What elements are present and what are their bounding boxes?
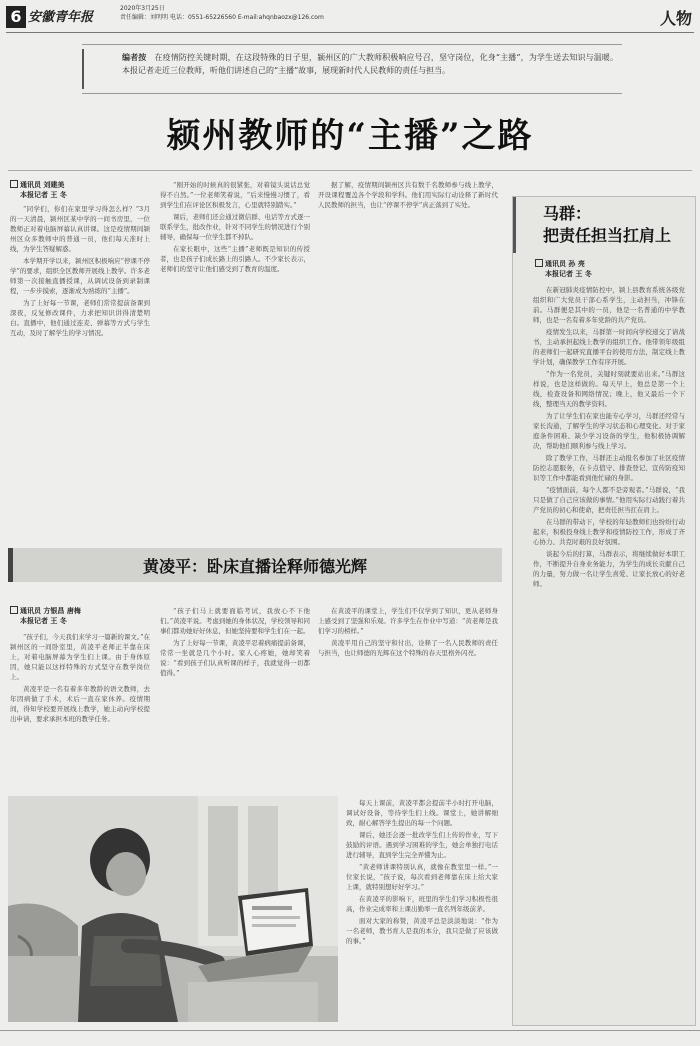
article2-column-4 bbox=[346, 798, 498, 1022]
editors-note-accent bbox=[82, 49, 84, 89]
sidebar-article bbox=[512, 196, 696, 1026]
article2-byline-top: 通讯员 方银昌 唐梅 bbox=[20, 607, 81, 615]
paragraph: 在黄凌平的课堂上，学生们不仅学到了知识，更从老师身上感受到了坚强和乐观。许多学生在作业中写道：“黄老师是我们学习的榜样。” bbox=[318, 607, 498, 635]
article2-byline bbox=[10, 606, 150, 626]
article2-heading: 黄凌平：卧床直播诠释师德光辉 bbox=[142, 557, 367, 576]
article2-column-1 bbox=[10, 632, 150, 788]
paragraph: 黄凌平是一名有着多年教龄的语文教师，去年因病做了手术，术后一直在家休养。疫情期间，得知学校要开展线上教学，她主动向学校提出申请，要求承担本班的教学任务。 bbox=[10, 685, 150, 723]
paragraph: 除了教学工作，马群还主动报名参加了社区疫情防控志愿服务，在卡点值守、排查登记、宣传防疫知识等工作中都能看到他忙碌的身影。 bbox=[533, 454, 685, 482]
headline-divider bbox=[8, 170, 692, 171]
sidebar-title bbox=[543, 203, 671, 247]
page-number: 6 bbox=[6, 6, 26, 28]
sidebar-byline bbox=[535, 259, 685, 279]
paragraph: “孩子们，今天我们来学习一篇新的课文。”在颍州区的一间卧室里，黄凌平老师正半靠在床上，对着电脑屏幕为学生们上课。由于身体原因，她只能以这样特殊的方式坚守在教学岗位上。 bbox=[10, 633, 150, 681]
byline-square-icon bbox=[10, 180, 18, 188]
byline-square-icon bbox=[10, 606, 18, 614]
paragraph: 每天上课前，黄凌平都会提前半小时打开电脑，调试好设备，等待学生们上线。课堂上，她讲解细致，耐心解答学生提出的每一个问题。 bbox=[346, 799, 498, 827]
article2-column-3 bbox=[318, 606, 498, 792]
paragraph: “刚开始的时候真的很紧张，对着镜头说话总觉得不自然。”一位老师笑着说，“后来慢慢习惯了，看到学生们在评论区积极发言，心里就特别踏实。” bbox=[160, 181, 310, 209]
article1-column-2 bbox=[160, 180, 310, 540]
section-name: 人物 bbox=[659, 9, 692, 28]
newspaper-name: 安徽青年报 bbox=[28, 10, 94, 25]
sidebar-title-line2: 把责任担当扛肩上 bbox=[543, 226, 672, 245]
paragraph: “同学们，你们在家里学习得怎么样？”3月的一天清晨，颍州区某中学的一间书房里，一位教师正对着电脑屏幕认真讲课。这是疫情期间颍州区众多教师中的普通一员，他们每天准时上线，为学生答疑解惑。 bbox=[10, 205, 150, 253]
article1-byline-top: 通讯员 刘建美 bbox=[20, 181, 65, 189]
paragraph: 谈起今后的打算，马群表示，将继续做好本职工作，不断提升自身业务能力，为学生的成长贡献自己的力量，努力做一名让学生喜爱、让家长放心的好老师。 bbox=[533, 550, 685, 588]
paragraph: “作为一名党员，关键时刻就要站出来。”马群这样说，也是这样做的。每天早上，他总是第一个上线，检查设备和网络情况；晚上，他又最后一个下线，整理当天的教学资料。 bbox=[533, 370, 685, 408]
sidebar-byline-top: 通讯员 孙 亮 bbox=[545, 260, 585, 268]
paragraph: “孩子们马上就要面临考试，我放心不下他们。”黄凌平说。考虑到她的身体状况，学校领导和同事们都劝她好好休息，但她坚持要和学生们在一起。 bbox=[160, 607, 310, 635]
paragraph: 在黄凌平的影响下，班里的学生们学习积极性很高，作业完成率和上课出勤率一直名列年级前茅。 bbox=[346, 895, 498, 913]
issue-date: 2020年3月25日 bbox=[120, 5, 165, 12]
photo-teacher-at-laptop bbox=[8, 796, 338, 1022]
byline-square-icon bbox=[535, 259, 543, 267]
paragraph: 本学期开学以来，颍州区积极响应“停课不停学”的要求，组织全区教师开展线上教学。许多老师第一次接触直播授课，从调试设备到录制课程，一步步摸索，逐渐成为熟练的“主播”。 bbox=[10, 257, 150, 295]
page-bottom-rule bbox=[0, 1030, 700, 1031]
paragraph: 为了上好每一节课，老师们常常提前备课到深夜，反复修改课件，力求把知识讲得清楚明白。直播中，他们通过连麦、弹幕等方式与学生互动，及时了解学生的学习情况。 bbox=[10, 299, 150, 337]
paragraph: 课后，她还会逐一批改学生们上传的作业，写下鼓励的评语。遇到学习困难的学生，她会单独打电话进行辅导，直到学生完全弄懂为止。 bbox=[346, 831, 498, 859]
paragraph: 为了上好每一节课，黄凌平忍着病痛提前备课，常常一坐就是几个小时。家人心疼她，她却笑着说：“看到孩子们认真听课的样子，我就觉得一切都值得。” bbox=[160, 639, 310, 677]
sidebar-byline-bottom: 本报记者 王 冬 bbox=[545, 270, 592, 278]
paragraph: 在家长眼中，这些“主播”老师既是知识的传授者，也是孩子们成长路上的引路人。不少家长表示，老师们的坚守让他们感受到了教育的温度。 bbox=[160, 245, 310, 273]
sidebar-accent bbox=[513, 197, 516, 253]
sidebar-body bbox=[533, 285, 685, 1017]
article1-column-3 bbox=[318, 180, 498, 540]
article2-heading-banner bbox=[8, 548, 502, 582]
paragraph: “黄老师讲课特别认真，就像在教室里一样。”一位家长说，“孩子说，每次看到老师靠在床上给大家上课，就特别想好好学习。” bbox=[346, 863, 498, 891]
header-meta bbox=[120, 4, 324, 22]
paragraph: 据了解，疫情期间颍州区共有数千名教师参与线上教学，开设课程覆盖各个学段和学科。他们用实际行动诠释了新时代人民教师的担当，也让“停课不停学”真正落到了实处。 bbox=[318, 181, 498, 209]
editors-note-text bbox=[122, 51, 618, 77]
page-headline: 颍州教师的“主播”之路 bbox=[166, 116, 534, 156]
article1-byline bbox=[10, 180, 140, 200]
editors-note-label: 编者按 bbox=[122, 52, 147, 62]
header-divider bbox=[6, 32, 694, 33]
article1-column-1 bbox=[10, 204, 150, 540]
editors-note bbox=[82, 44, 622, 94]
article1-byline-bottom: 本报记者 王 冬 bbox=[20, 191, 67, 199]
sidebar-title-line1: 马群： bbox=[543, 204, 592, 223]
paragraph: 面对大家的称赞，黄凌平总是淡淡地说：“作为一名老师，教书育人是我的本分，我只是做了应该做的事。” bbox=[346, 917, 498, 945]
paragraph: 疫情发生以来，马群第一时间向学校递交了请战书，主动承担起线上教学的组织工作。他带领年级组的老师们一起研究直播平台的使用方法，制定线上教学计划，确保教学工作有序开展。 bbox=[533, 328, 685, 366]
responsible-editor: 责任编辑：刘明明 bbox=[120, 14, 169, 21]
article2-byline-bottom: 本报记者 王 冬 bbox=[20, 617, 67, 625]
contact-phone: 电话：0551-65226560 bbox=[169, 14, 236, 21]
paragraph: 黄凌平用自己的坚守和付出，诠释了一名人民教师的责任与担当，也让师德的光辉在这个特殊的春天里格外闪亮。 bbox=[318, 639, 498, 657]
paragraph: 在马群的带动下，学校的年轻教师们也纷纷行动起来，积极投身线上教学和疫情防控工作，形成了齐心协力、共克时艰的良好氛围。 bbox=[533, 518, 685, 546]
paragraph: 为了让学生们在家也能专心学习，马群还经常与家长沟通，了解学生的学习状态和心理变化。对于家庭条件困难、缺少学习设备的学生，他积极协调解决，帮助他们顺利参与线上学习。 bbox=[533, 412, 685, 450]
article2-photo bbox=[8, 796, 338, 1022]
article2-column-2 bbox=[160, 606, 310, 788]
paragraph: “疫情面前，每个人都不是旁观者。”马群说，“我只是做了自己应该做的事情。”他用实际行动践行着共产党员的初心和使命，把责任担当扛在肩上。 bbox=[533, 486, 685, 514]
paragraph: 在新冠肺炎疫情防控中，颍上县教育系统各级党组织和广大党员干部心系学生，主动担当，冲锋在前。马群便是其中的一员，他是一名普通的中学教师，也是一名有着多年党龄的共产党员。 bbox=[533, 286, 685, 324]
contact-email: E-mail:ahqnbaozx@126.com bbox=[237, 14, 324, 21]
paragraph: 课后，老师们还会通过微信群、电话等方式逐一联系学生，批改作业，针对不同学生的情况进行个别辅导，确保每一位学生都不掉队。 bbox=[160, 213, 310, 241]
editors-note-body: 在疫情防控关键时期，在这段特殊的日子里，颍州区的广大教师积极响应号召，坚守岗位，化身“主播”，为学生送去知识与温暖。本报记者走近三位教师，听他们讲述自己的“主播”故事，展现新时代人民教师的责任与担当。 bbox=[122, 53, 619, 75]
